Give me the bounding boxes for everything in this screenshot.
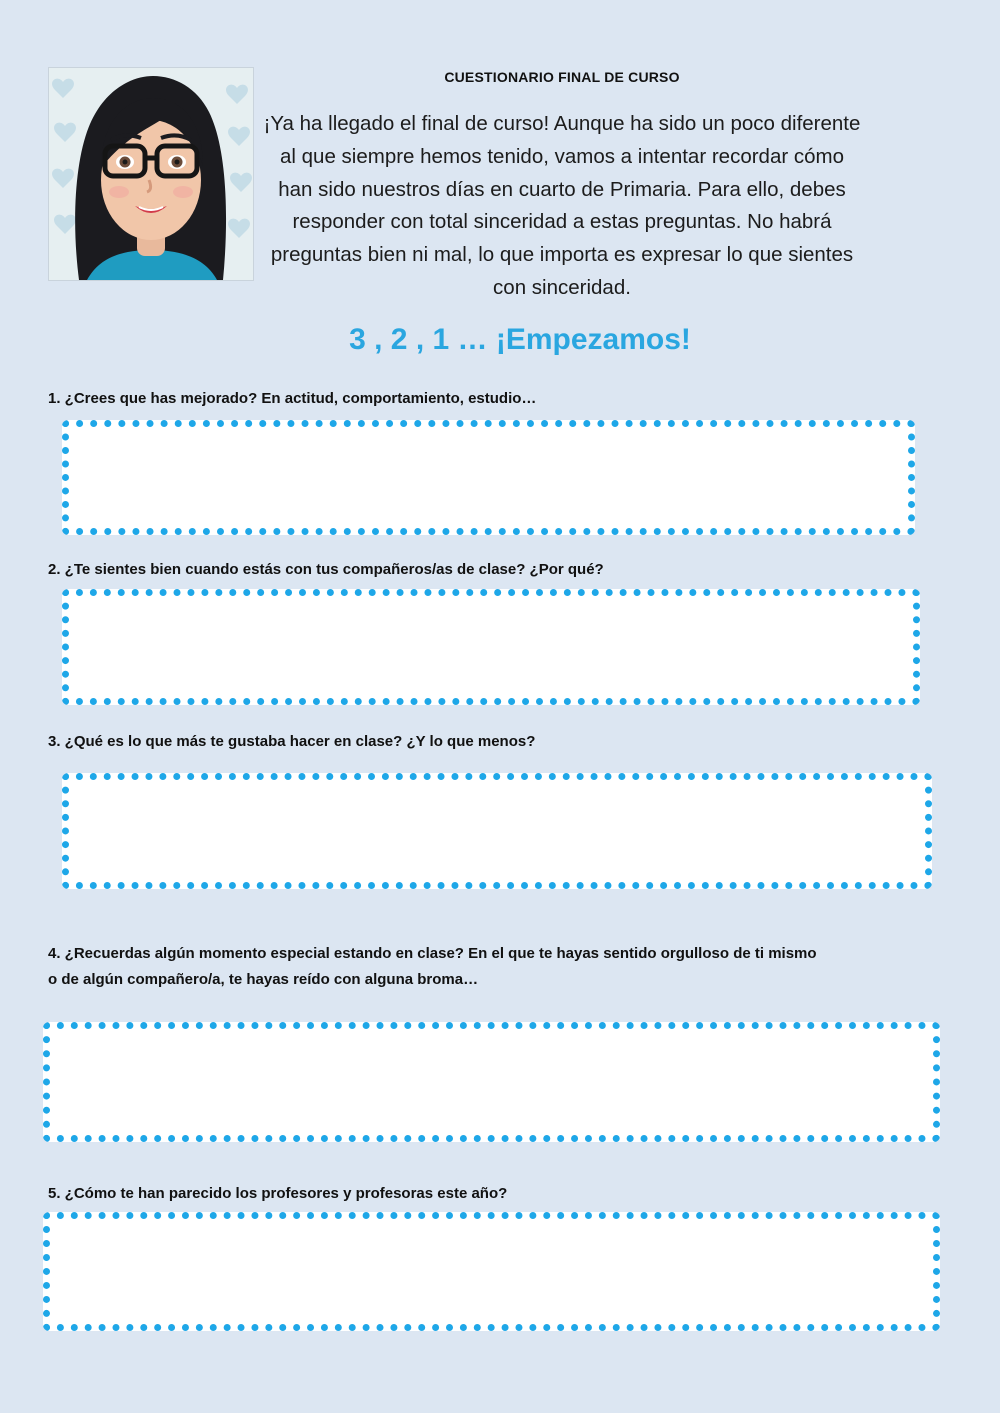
worksheet-title: CUESTIONARIO FINAL DE CURSO: [444, 69, 680, 85]
question-1: 1. ¿Crees que has mejorado? En actitud, comportamiento, estudio…: [48, 390, 537, 407]
avatar-illustration: [48, 67, 254, 281]
answer-box-4[interactable]: [43, 1022, 940, 1142]
answer-box-1[interactable]: [62, 420, 915, 535]
start-headline: 3 , 2 , 1 … ¡Empezamos!: [349, 323, 691, 356]
answer-box-2[interactable]: [62, 589, 920, 705]
question-2: 2. ¿Te sientes bien cuando estás con tus compañeros/as de clase? ¿Por qué?: [48, 561, 604, 578]
answer-box-5[interactable]: [43, 1212, 940, 1331]
intro-paragraph: ¡Ya ha llegado el final de curso! Aunque ha sido un poco diferente al que siempre hemos tenido, vamos a intentar recordar cómo han sido nuestros días en cuarto de Primaria. Para ello, debes responder con total sinceridad a estas preguntas. No habrá preguntas bien ni mal, lo que importa es expresar lo que sientes con sinceridad.: [263, 112, 861, 299]
question-3: 3. ¿Qué es lo que más te gustaba hacer en clase? ¿Y lo que menos?: [48, 733, 536, 750]
answer-box-3[interactable]: [62, 773, 932, 889]
avatar-icon: [49, 68, 253, 280]
question-5: 5. ¿Cómo te han parecido los profesores y profesoras este año?: [48, 1185, 508, 1202]
question-4: 4. ¿Recuerdas algún momento especial estando en clase? En el que te hayas sentido orgulloso de ti mismo o de algún compañero/a, te hayas reído con alguna broma…: [48, 945, 817, 988]
